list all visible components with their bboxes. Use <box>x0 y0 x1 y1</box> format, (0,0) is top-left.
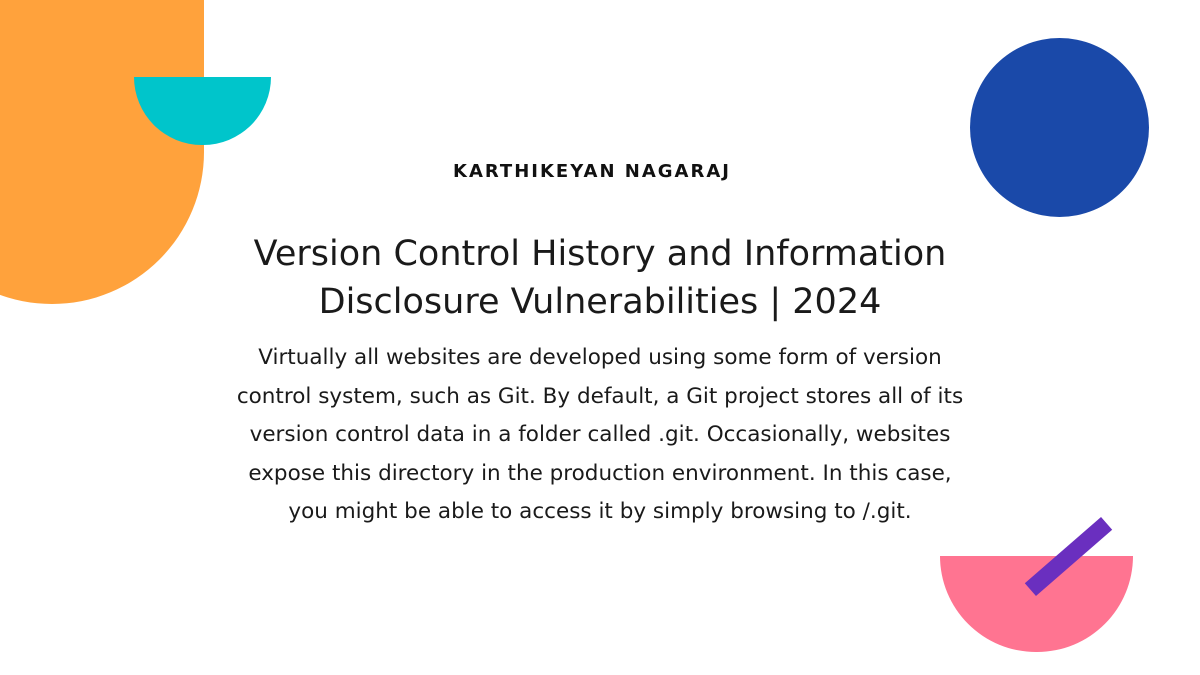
description-text <box>140 339 1060 532</box>
title-line: Disclosure Vulnerabilities | 2024 <box>318 282 882 322</box>
title-line: Version Control History and Information <box>253 234 947 274</box>
pink-half-circle-shape <box>940 556 1133 652</box>
blue-circle-shape <box>970 38 1149 217</box>
page-title <box>150 230 1050 326</box>
description-line: Virtually all websites are developed using some form of version <box>258 345 942 370</box>
description-line: version control data in a folder called .git. Occasionally, websites <box>249 422 951 447</box>
description-line: control system, such as Git. By default, a Git project stores all of its <box>236 383 964 409</box>
description-line: you might be able to access it by simply browsing to /.git. <box>288 499 912 524</box>
author-name: KARTHIKEYAN NAGARAJ <box>453 161 731 182</box>
description-line: expose this directory in the production environment. In this case, <box>248 460 952 486</box>
